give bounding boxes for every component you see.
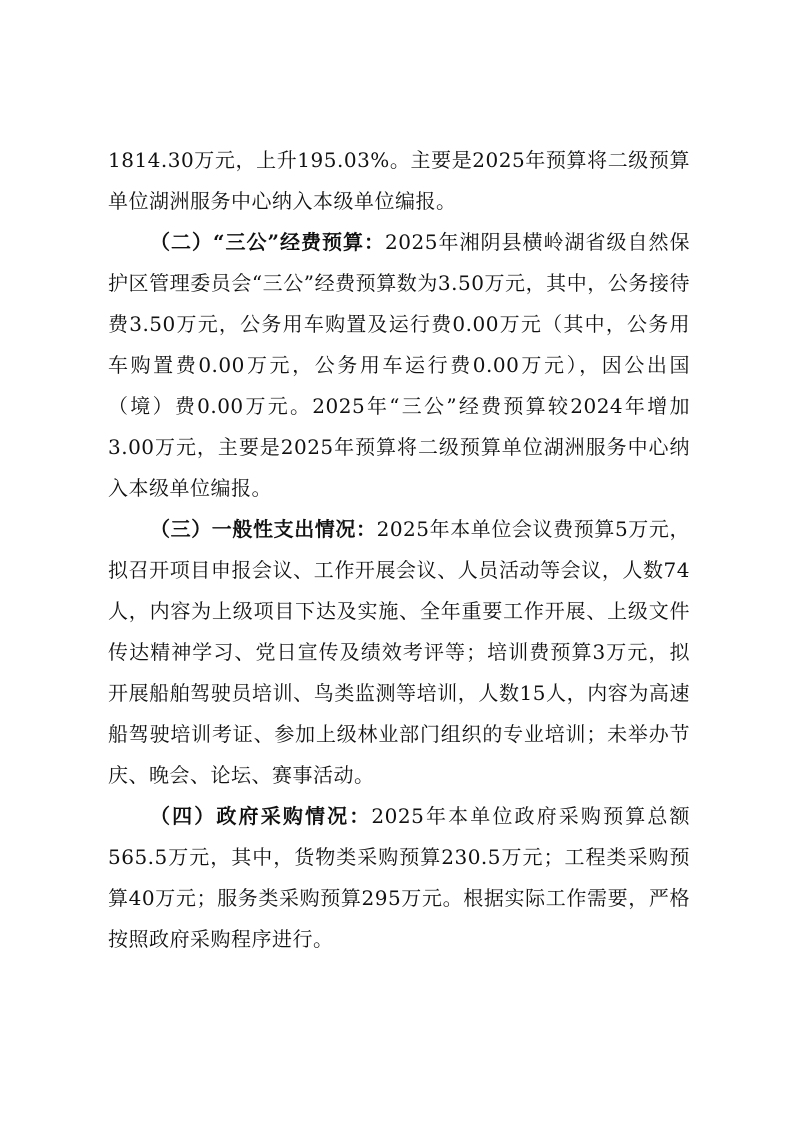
section-heading-procurement: （四）政府采购情况： — [150, 804, 372, 828]
paragraph-general-expenditure — [108, 509, 690, 796]
paragraph-procurement — [108, 796, 690, 960]
document-body — [108, 140, 690, 960]
section-heading-sangong: （二）“三公”经费预算： — [150, 230, 386, 254]
paragraph-text: 1814.30万元，上升195.03%。主要是2025年预算将二级预算单位湖洲服务中心纳入本级单位编报。 — [108, 148, 690, 213]
section-heading-general-expenditure: （三）一般性支出情况： — [150, 517, 377, 541]
paragraph-text: 2025年本单位政府采购预算总额565.5万元，其中，货物类采购预算230.5万元；工程类采购预算40万元；服务类采购预算295万元。根据实际工作需要，严格按照政府采购程序进行。 — [108, 804, 690, 951]
paragraph-text: 2025年本单位会议费预算5万元，拟召开项目申报会议、工作开展会议、人员活动等会议，人数74人，内容为上级项目下达及实施、全年重要工作开展、上级文件传达精神学习、党日宣传及绩效考评等；培训费预算3万元，拟开展船舶驾驶员培训、鸟类监测等培训，人数15人，内容为高速船驾驶培训考证、参加上级林业部门组织的专业培训；未举办节庆、晚会、论坛、赛事活动。 — [108, 517, 691, 787]
paragraph-continuation — [108, 140, 690, 222]
paragraph-sangong-budget — [108, 222, 690, 509]
paragraph-text: 2025年湘阴县横岭湖省级自然保护区管理委员会“三公”经费预算数为3.50万元，其中，公务接待费3.50万元，公务用车购置及运行费0.00万元（其中，公务用车购置费0.00万元，公务用车运行费0.00万元），因公出国（境）费0.00万元。2025年“三公”经费预算较2024年增加3.00万元，主要是2025年预算将二级预算单位湖洲服务中心纳入本级单位编报。 — [108, 230, 690, 500]
